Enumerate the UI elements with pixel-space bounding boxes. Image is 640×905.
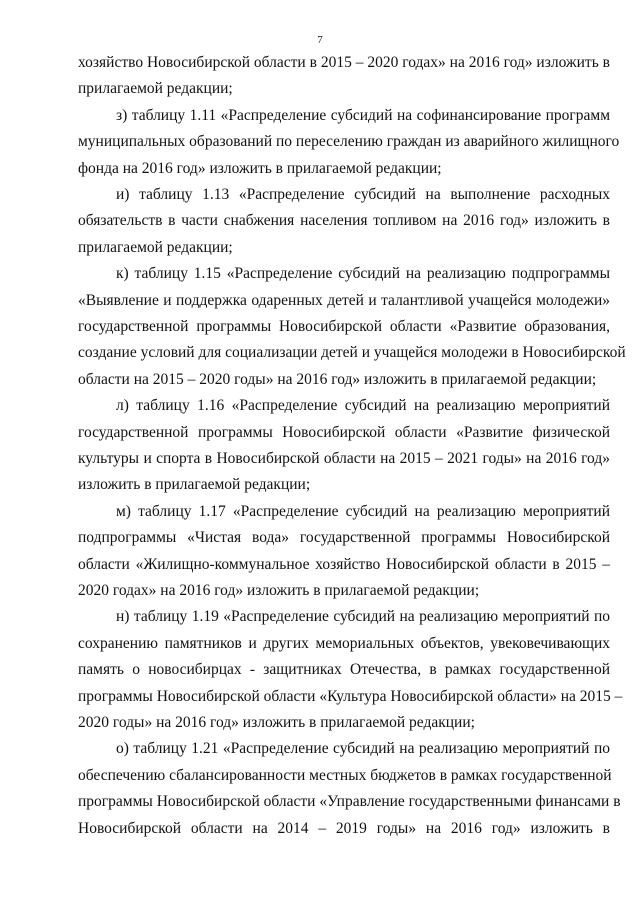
text-line: з) таблицу 1.11 «Распределение субсидий на софинансирование программ: [116, 106, 610, 124]
text-line: м) таблицу 1.17 «Распределение субсидий на реализацию мероприятий: [116, 502, 610, 520]
text-line: хозяйство Новосибирской области в 2015 – 2020 годах» на 2016 год» изложить в: [78, 54, 610, 71]
text-line: прилагаемой редакции;: [78, 238, 233, 256]
text-line: программы Новосибирской области «Управление государственными финансами в: [78, 793, 621, 811]
text-line: память о новосибирцах - защитниках Отечества, в рамках государственной: [78, 661, 610, 679]
text-line: н) таблицу 1.19 «Распределение субсидий на реализацию мероприятий по: [116, 608, 610, 626]
text-line: подпрограммы «Чистая вода» государственной программы Новосибирской: [78, 529, 610, 547]
text-line: культуры и спорта в Новосибирской области на 2015 – 2021 годы» на 2016 год»: [78, 450, 610, 467]
page-number: 7: [317, 34, 323, 46]
text-line: о) таблицу 1.21 «Распределение субсидий на реализацию мероприятий по: [116, 740, 610, 758]
text-line: сохранению памятников и других мемориальных объектов, увековечивающих: [78, 634, 610, 652]
text-line: л) таблицу 1.16 «Распределение субсидий на реализацию мероприятий: [116, 397, 610, 415]
text-line: муниципальных образований по переселению граждан из аварийного жилищного: [78, 133, 620, 151]
text-line: области на 2015 – 2020 годы» на 2016 год» изложить в прилагаемой редакции;: [78, 370, 597, 388]
text-line: «Выявление и поддержка одаренных детей и талантливой учащейся молодежи»: [78, 291, 610, 309]
text-line: прилагаемой редакции;: [78, 80, 233, 98]
text-line: государственной программы Новосибирской области «Развитие физической: [78, 423, 610, 441]
text-line: 2020 годах» на 2016 год» изложить в прилагаемой редакции;: [78, 582, 480, 599]
text-line: обеспечению сбалансированности местных бюджетов в рамках государственной: [78, 766, 612, 784]
text-line: Новосибирской области на 2014 – 2019 годы» на 2016 год» изложить в: [78, 819, 610, 837]
text-line: к) таблицу 1.15 «Распределение субсидий на реализацию подпрограммы: [116, 265, 610, 283]
text-line: области «Жилищно-коммунальное хозяйство Новосибирской области в 2015 –: [78, 555, 610, 573]
text-line: государственной программы Новосибирской области «Развитие образования,: [78, 318, 610, 335]
text-line: изложить в прилагаемой редакции;: [78, 476, 311, 494]
text-line: фонда на 2016 год» изложить в прилагаемой редакции;: [78, 159, 442, 177]
text-line: 2020 годы» на 2016 год» изложить в прилагаемой редакции;: [78, 714, 475, 731]
text-line: и) таблицу 1.13 «Распределение субсидий на выполнение расходных: [116, 186, 610, 203]
text-line: создание условий для социализации детей и учащейся молодежи в Новосибирской: [78, 344, 626, 362]
text-line: обязательств в части снабжения населения топливом на 2016 год» изложить в: [78, 212, 610, 230]
text-line: программы Новосибирской области «Культура Новосибирской области» на 2015 –: [78, 687, 623, 705]
